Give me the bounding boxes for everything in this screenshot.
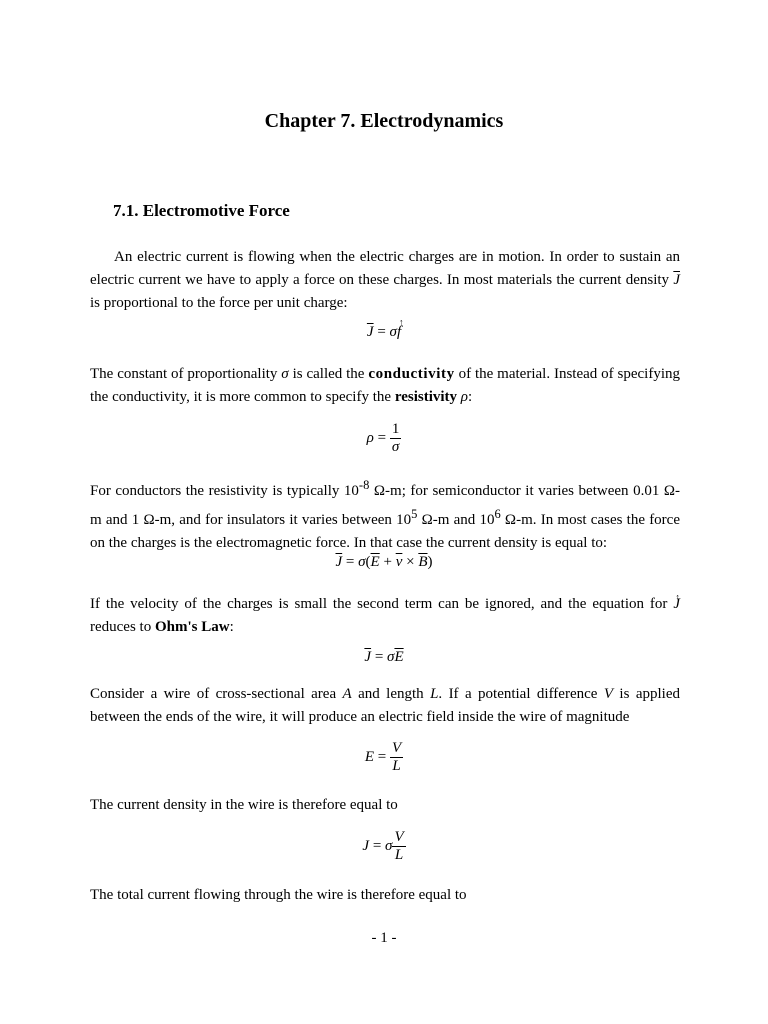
page-number: - 1 - [371,930,397,946]
chapter-title: Chapter 7. Electrodynamics [264,110,504,132]
equation-electric-field: E = $\frac{V}{L}$ [364,740,402,774]
equation-ohms-law: $\overline{J} = \sigma\overline{E}$ [364,649,404,665]
term-ohms-law: Ohm's Law [154,619,230,635]
term-resistivity: resistivity [394,389,458,405]
paragraph-current-density-wire: The current density in the wire is therefore equal to [90,797,398,813]
section-title: 7.1. Electromotive Force [113,201,290,220]
equation-current-force: $\overline{J}$ = σ↑ f [0,324,768,341]
paragraph-ohms-law: If the velocity of the charges is small the second term can be ignored, and the equation for ↑ J reduces to Ohm's Law: [90,593,680,639]
equation-resistivity: ρ = $\frac{1}{\sigma}$ [366,421,400,455]
paragraph-total-current: The total current flowing through the wire is therefore equal to [90,887,467,903]
paragraph-conductivity: The constant of proportionality σ is called the conductivity of the material. Instead of specifying the conductivity, it is more common to specify the resistivity ρ: [90,366,680,405]
fraction: $\frac{V}{L}$ [394,829,404,863]
paragraph-current-intro: An electric current is flowing when the electric charges are in motion. In order to sustain an electric current we have to apply a force on these charges. In most materials the current density $\overline{J}$ is proportional to the force per unit charge: [90,249,680,311]
term-conductivity: conductivity [368,366,455,382]
equation-current-density-wire: J = σ $\frac{V}{L}$ [362,829,404,863]
fraction: $\frac{V}{L}$ [391,740,402,774]
paragraph-wire: Consider a wire of cross-sectional area A and length L. If a potential difference V is applied between the ends of the wire, it will produce an electric field inside the wire of magnitude [90,686,680,725]
current-density-symbol: $\overline{J}$ [673,272,680,288]
fraction: $\frac{1}{\sigma}$ [391,421,400,455]
paragraph-resistivity-values: For conductors the resistivity is typically $10^{-8}$ Ω-m; for semiconductor it varies between 0.01 Ω-m and 1 Ω-m, and for insulators it varies between $10^5$ Ω-m and $10^6$ Ω-m. In most cases the force on the charges is the electromagnetic force. In that case the current density is equal to: [90,478,681,551]
equation-lorentz-current: $\overline{J} = \sigma(\overline{E} + \overline{v} \times \overline{B})$ [335,554,433,570]
